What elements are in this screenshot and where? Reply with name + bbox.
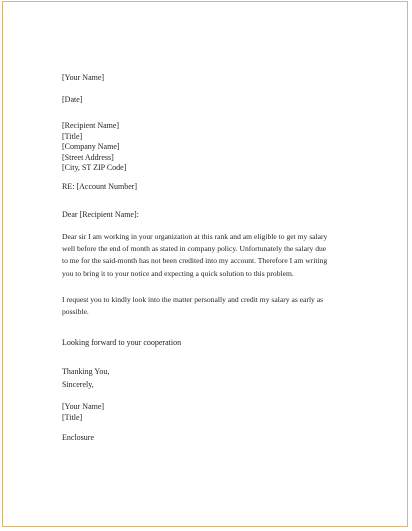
body-paragraph-1-line: to me for the said-month has not been credited into my account. Therefore I am writing <box>62 256 328 266</box>
body-paragraph-1-line: Dear sir I am working in your organization at this rank and am eligible to get my salary <box>62 232 328 241</box>
signature-title: [Title] <box>62 412 83 422</box>
closing-line: Looking forward to your cooperation <box>62 338 182 347</box>
salutation: Dear [Recipient Name]: <box>62 210 139 219</box>
letter-date: [Date] <box>62 95 83 104</box>
body-paragraph-2-line: possible. <box>62 307 89 317</box>
letter-page <box>2 1 408 527</box>
recipient-street: [Street Address] <box>62 152 114 162</box>
body-paragraph-1-line: well before the end of month as stated in company policy. Unfortunately the salary due <box>62 244 327 254</box>
signature-name: [Your Name] <box>62 402 105 411</box>
body-paragraph-1-line: you to bring it to your notice and expecting a quick solution to this problem. <box>62 268 294 278</box>
recipient-name: [Recipient Name] <box>62 121 120 130</box>
thanks-line: Thanking You, <box>62 367 110 376</box>
recipient-city: [City, ST ZIP Code] <box>62 163 127 172</box>
body-paragraph-2-line: I request you to kindly look into the matter personally and credit my salary as early as <box>62 295 324 304</box>
body-paragraph-1 <box>62 231 368 280</box>
sender-name: [Your Name] <box>62 73 105 82</box>
sign-off: Sincerely, <box>62 380 94 389</box>
enclosure-note: Enclosure <box>62 433 94 442</box>
body-paragraph-2 <box>62 294 368 318</box>
recipient-title: [Title] <box>62 131 83 141</box>
re-line: RE: [Account Number] <box>62 182 138 191</box>
recipient-company: [Company Name] <box>62 142 120 151</box>
